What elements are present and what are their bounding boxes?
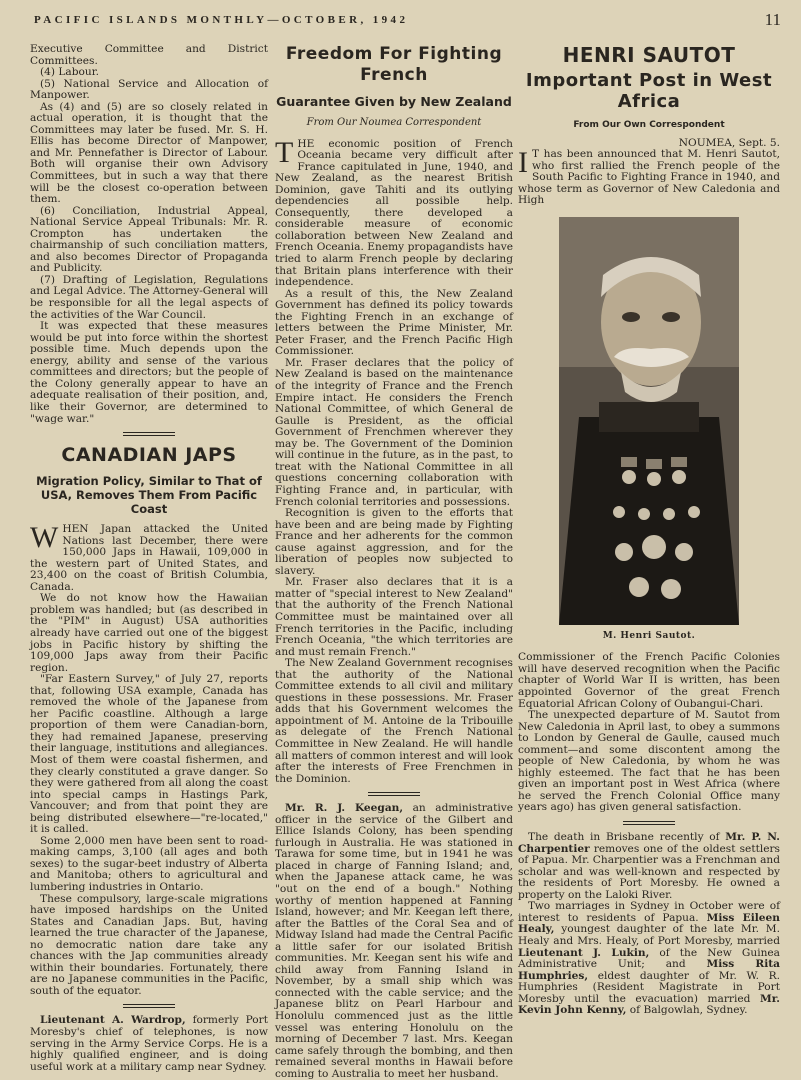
column-3 [518, 44, 780, 1017]
paragraph: Executive Committee and District Committees. [30, 43, 268, 67]
drop-cap: T [275, 135, 294, 169]
photo-caption: M. Henri Sautot. [602, 630, 696, 641]
paragraph: (7) Drafting of Legislation, Regulations and Legal Advice. The Attorney-General will be responsible for all the legal aspects of the activities of the War Council. [30, 273, 268, 321]
portrait-photo [559, 217, 739, 625]
paragraph: (4) Labour. [40, 66, 99, 79]
person-name: Miss Eileen Healy, [518, 911, 780, 936]
byline: From Our Own Correspondent [573, 120, 725, 130]
paragraph: The New Zealand Government recognises that the authority of the National Committee extends to all civil and military questions in these possessions. Mr. Fraser adds that his Government welcomes the appointment of M. Antoine de la Tribouille as delegate of the French National Committee in New Zealand. He will handle all matters of common interest and will look after the interests of Free Frenchmen in the Dominion. [275, 657, 513, 785]
running-title: PACIFIC ISLANDS MONTHLY—OCTOBER, 1942 [34, 14, 409, 26]
drop-cap: W [30, 521, 59, 555]
paragraph: formerly Port Moresby's chief of telephones, is now serving in the Army Service Corps. He is a highly qualified engineer, and is doing useful work at a military camp near Sydney. [30, 1014, 268, 1073]
paragraph: HE economic position of French Oceania became very difficult after France capitulated in June, 1940, and New Zealand, as the nearest British Dominion, gave Tahiti and its outlying dependencies all possible help. Consequently, there developed a considerable measure of economic collaboration between New Zealand and French Oceania. Enemy propagandists have tried to alarm French people by declaring that Britain plans interference with their independence. [275, 137, 513, 289]
paragraph-part: The death in Brisbane recently of [528, 831, 726, 844]
dateline: NOUMEA, Sept. 5. [678, 136, 780, 149]
column-2 [275, 44, 513, 1080]
divider [368, 792, 420, 796]
paragraph: HEN Japan attacked the United Nations last December, there were 150,000 Japs in Hawaii, 109,000 in the western part of United States, and 23,400 on the coast of British Columbia, Canada. [30, 523, 268, 593]
headline-henri-sautot: HENRI SAUTOT [562, 43, 736, 67]
headline-west-africa: Important Post in West Africa [525, 70, 773, 112]
divider [123, 1004, 175, 1008]
paragraph: "Far Eastern Survey," of July 27, reports that, following USA example, Canada has removed the whole of the Japanese from her Pacific coastline. Although a large proportion of them were Canadian-born, they had remained Japanese, preserving their language, institutions and allegiances. Most of them were coastal fishermen, and they clearly constituted a grave danger. So they were gathered from all along the coast into special camps in Hastings Park, Vancouver; and from that point they are being distributed elsewhere—"re-located," it is called. [30, 673, 268, 836]
paragraph: (6) Conciliation, Industrial Appeal, National Service Appeal Tribunals: Mr. R. Crompton has undertaken the chairmanship of such conciliation matters, and also becomes Director of Propaganda and Publicity. [30, 204, 268, 275]
paragraph: These compulsory, large-scale migrations have imposed hardships on the United States and Canadian Japs. But, having learned the true character of the Japanese, no democratic nation dare take any chances with the Jap communities already within their boundaries. Fortunately, there are no Japanese communities in the Pacific, south of the equator. [30, 892, 268, 997]
subheadline: Guarantee Given by New Zealand [276, 94, 512, 109]
paragraph: an administrative officer in the service of the Gilbert and Ellice Islands Colony, has been spending furlough in Australia. He was stationed in Tarawa for some time, but in 1941 he was placed in charge of Fanning Island; and, when the Japanese attack came, he was "out on the end of a bough." Nothing worthy of mention happened at Fanning Island, however; and Mr. Keegan left there, after the Battles of the Coral Sea and of Midway Island had made the Central Pacific a little safer for our isolated British communities. Mr. Keegan sent his wife and child away from Fanning Island in November, by a small ship which was connected with the cable service; and the Japanese blitz on Pearl Harbour and Honolulu commenced just as the little vessel was entering Honolulu on the morning of December 7 last. Mrs. Keegan came safely through the bombing, and then remained several months in Hawaii before coming to Australia to meet her husband. [275, 802, 513, 1080]
paragraph: We do not know how the Hawaiian problem was handled; but (as described in the "PIM" in August) USA authorities already have carried out one of the biggest jobs in Pacific history by shifting the 109,000 Japs away from their Pacific region. [30, 592, 268, 674]
running-header [34, 10, 781, 34]
paragraph: Commissioner of the French Pacific Colonies will have deserved recognition when the Pacific chapter of World War II is written, has been appointed Governor of the great French Equatorial African Colony of Oubangui-Chari. [518, 651, 780, 710]
person-name: Lieutenant A. Wardrop, [40, 1014, 186, 1027]
byline: From Our Noumea Correspondent [306, 117, 482, 128]
paragraph-part: youngest daughter of the late Mr. M. Healy and Mrs. Healy, of Port Moresby, married [518, 923, 780, 947]
portrait-illustration [559, 217, 739, 625]
divider [123, 432, 175, 436]
page-number: 11 [764, 10, 781, 29]
paragraph: As a result of this, the New Zealand Government has defined its policy towards the Fighting French in an exchange of letters between the Prime Minister, Mr. Peter Fraser, and the French Pacific High Commissioner. [275, 287, 513, 358]
person-name: Mr. P. N. Charpentier [518, 831, 780, 855]
headline-fighting-french: Freedom For Fighting French [285, 44, 503, 85]
drop-cap: I [518, 146, 528, 180]
paragraph-part: of the New Guinea Administrative Unit; and [518, 946, 780, 971]
subheadline: Migration Policy, Similar to That of USA, Removes Them From Pacific Coast [36, 474, 262, 517]
paragraph: T has been announced that M. Henri Sautot, who first rallied the French people of the South Pacific to Fighting France in 1940, and whose term as Governor of New Caledonia and High [518, 148, 780, 207]
paragraph: Mr. Fraser declares that the policy of New Zealand is based on the maintenance of the integrity of France and the French Empire intact. He considers the French National Committee, of which General de Gaulle is President, as the official Government of Frenchmen wherever they may be. The Government of the Dominion will continue in the future, as in the past, to treat with the National Committee in all questions concerning collaboration with Fighting France and, in particular, with French colonial territories and possessions. [275, 356, 513, 508]
person-name: Miss Rita Humphries, [518, 958, 780, 982]
divider [623, 821, 675, 825]
headline-canadian-japs: CANADIAN JAPS [61, 444, 237, 467]
person-name: Mr. R. J. Keegan, [285, 802, 404, 815]
paragraph: Recognition is given to the efforts that have been and are being made by Fighting France and her adherents for the common cause against aggression, and for the liberation of peoples now subjected to slavery. [275, 507, 513, 577]
column-1 [30, 44, 268, 1073]
paragraph-part: of Balgowlah, Sydney. [626, 1004, 748, 1017]
paragraph: (5) National Service and Allocation of Manpower. [30, 77, 268, 102]
paragraph: It was expected that these measures would be put into force within the shortest possible time. Much depends upon the energy, ability and sense of the various committees and directors; but the people of the Colony generally appear to have an adequate realisation of their position, and, like their Governor, are determined to "wage war." [30, 320, 268, 425]
paragraph-part: Two marriages in Sydney in October were of interest to residents of Papua. [518, 900, 780, 924]
paragraph: Some 2,000 men have been sent to road-making camps, 3,100 (all ages and both sexes) to the sugar-beet industry of Alberta and Manitoba; others to agricultural and lumbering industries in Ontario. [30, 834, 268, 893]
paragraph-part: removes one of the oldest settlers of Papua. Mr. Charpentier was a Frenchman and scholar and was well-known and respected by the residents of Port Moresby. He owned a property on the Laloki River. [518, 842, 780, 901]
person-name: Lieutenant J. Lukin, [518, 946, 650, 959]
paragraph-part: eldest daughter of Mr. W. R. Humphries (Resident Magistrate in Port Moresby until the evacuation) married [518, 969, 780, 1005]
person-name: Mr. Kevin John Kenny, [518, 992, 780, 1017]
paragraph: Mr. Fraser also declares that it is a matter of "special interest to New Zealand" that the authority of the French National Committee must be maintained over all French territories in the Pacific, including French Oceania, "the which territories are and must remain French." [275, 576, 513, 658]
paragraph: The unexpected departure of M. Sautot from New Caledonia in April last, to obey a summons to London by General de Gaulle, caused much comment—and some discontent among the people of New Caledonia, by whom he was highly esteemed. The fact that he has been given an important post in West Africa (where he served the French Colonial Office many years ago) has given general satisfaction. [518, 709, 780, 814]
paragraph: As (4) and (5) are so closely related in actual operation, it is thought that the Committees may later be fused. Mr. S. H. Ellis has become Director of Manpower, and Mr. Pennefather is Director of Labour. Both will organise their own Advisory Committees, but in such a way that there will be the closest co-operation between them. [30, 100, 268, 206]
